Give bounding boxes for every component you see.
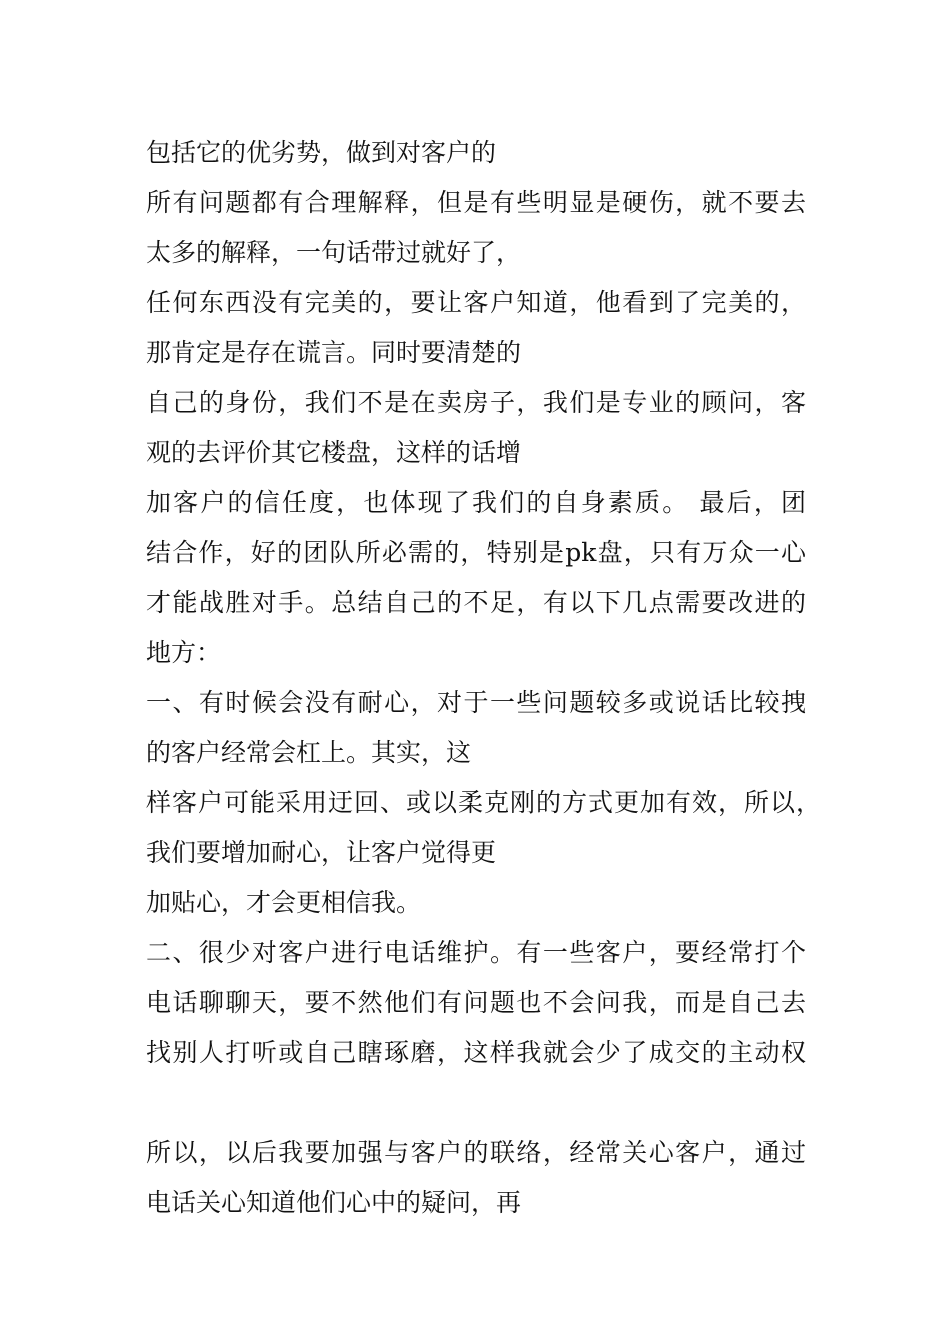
text-line: 太多的解释，一句话带过就好了， [146, 238, 522, 267]
text-line: 才能战胜对手。总结自己的不足，有以下几点需要改进的 [146, 588, 806, 617]
text-line: 观的去评价其它楼盘，这样的话增 [146, 438, 522, 467]
text-line: 一、有时候会没有耐心，对于一些问题较多或说话比较拽 [146, 688, 806, 717]
text-line: 找别人打听或自己瞎琢磨，这样我就会少了成交的主动权 [146, 1038, 806, 1067]
text-line: 的客户经常会杠上。其实，这 [146, 738, 472, 767]
text-line: 任何东西没有完美的，要让客户知道，他看到了完美的， [146, 288, 806, 317]
text-line: 那肯定是存在谎言。同时要清楚的 [146, 338, 522, 367]
text-line: 加客户的信任度，也体现了我们的自身素质。 最后，团 [146, 488, 806, 517]
blank-line [146, 1078, 836, 1128]
text-line: 自己的身份，我们不是在卖房子，我们是专业的顾问，客 [146, 388, 806, 417]
document-body [146, 128, 836, 1228]
text-line: 包括它的优劣势，做到对客户的 [146, 138, 497, 167]
text-line: 地方： [146, 638, 222, 667]
text-line: 所以，以后我要加强与客户的联络，经常关心客户，通过 [146, 1138, 806, 1167]
text-line: 二、很少对客户进行电话维护。有一些客户，要经常打个 [146, 938, 806, 967]
text-line: 所有问题都有合理解释，但是有些明显是硬伤，就不要去 [146, 188, 806, 217]
text-line: 电话聊聊天，要不然他们有问题也不会问我，而是自己去 [146, 988, 806, 1017]
text-line: 我们要增加耐心，让客户觉得更 [146, 838, 497, 867]
text-line: 结合作，好的团队所必需的，特别是pk盘，只有万众一心 [146, 538, 806, 567]
text-line: 样客户可能采用迂回、或以柔克刚的方式更加有效，所以， [146, 788, 821, 817]
text-line: 电话关心知道他们心中的疑问，再 [146, 1188, 522, 1217]
text-line: 加贴心，才会更相信我。 [146, 888, 422, 917]
